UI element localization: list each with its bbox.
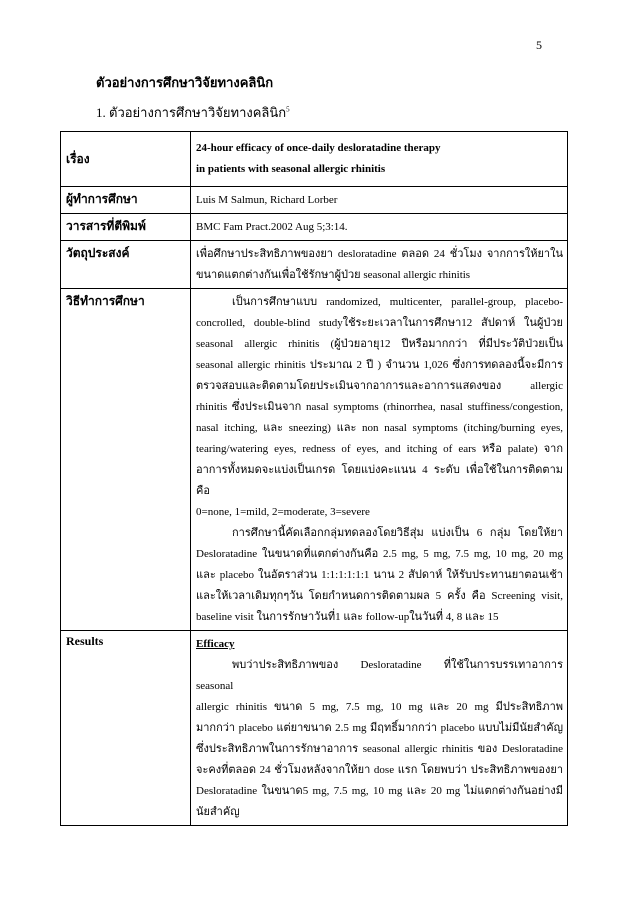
methods-line: 0=none, 1=mild, 2=moderate, 3=severe [196,506,370,518]
table-row-journal [61,214,568,241]
results-cell [191,631,568,826]
table-row-authors [61,187,568,214]
row-label: วารสารที่ตีพิมพ์ [61,214,191,241]
efficacy-heading: Efficacy [196,638,235,650]
methods-line: rhinitis ซึ่งประเมินจาก nasal symptoms (rhinorrhea, nasal stuffiness/congestion, [196,401,563,413]
page-number: 5 [536,38,542,52]
methods-line: Desloratadine ในขนาดที่แตกต่างกันคือ 2.5 mg, 5 mg, 7.5 mg, 10 mg, 20 mg [196,548,563,560]
table-row-results [61,631,568,826]
authors-text: Luis M Salmun, Richard Lorber [196,194,338,206]
study-summary-table [60,131,568,826]
results-line: จะคงที่ตลอด 24 ชั่วโมงหลังจากให้ยา dose แรก โดยพบว่า ประสิทธิภาพของยา [196,764,563,776]
section-title: ตัวอย่างการศึกษาวิจัยทางคลินิก [96,75,274,90]
methods-line: ตรวจสอบและติดตามโดยประเมินจากอาการและอาการแสดงของ allergic [196,380,563,392]
results-line: allergic rhinitis ขนาด 5 mg, 7.5 mg, 10 mg และ 20 mg มีประสิทธิภาพ [196,701,563,713]
results-line: ซึ่งประสิทธิภาพในการรักษาอาการ seasonal allergic rhinitis ของ Desloratadine [196,743,563,755]
subsection-title [96,102,290,123]
row-label: วิธีทำการศึกษา [61,289,191,631]
table-row-title [61,132,568,187]
methods-line: baseline visit ในการรักษาวันที่1 และ follow-upในวันที่ 4, 8 และ 15 [196,611,499,623]
methods-line: เป็นการศึกษาแบบ randomized, multicenter, parallel-group, placebo- [232,296,563,308]
row-label: วัตถุประสงค์ [61,241,191,289]
table-row-methods [61,289,568,631]
results-line: พบว่าประสิทธิภาพของ Desloratadine ที่ใช้ในการบรรเทาอาการ seasonal [196,659,563,692]
journal-text: BMC Fam Pract.2002 Aug 5;3:14. [196,221,348,233]
study-title-cell [191,132,568,187]
objective-line: เพื่อศึกษาประสิทธิภาพของยา desloratadine ตลอด 24 ชั่วโมง จากการให้ยาใน [196,248,563,260]
methods-line: และ placebo ในอัตราส่วน 1:1:1:1:1:1 นาน 2 สัปดาห์ ให้รับประทานยาตอนเช้า [196,569,563,581]
results-line: มากกว่า placebo แต่ยาขนาด 2.5 mg มีฤทธิ์มากกว่า placebo แบบไม่มีนัยสำคัญ [196,722,563,734]
journal-cell [191,214,568,241]
row-label: เรื่อง [61,132,191,187]
methods-line: tearing/watering eyes, redness of eyes, and itching of ears หรือ palate) จาก [196,443,563,455]
row-label: ผู้ทำการศึกษา [61,187,191,214]
results-line: นัยสำคัญ [196,806,240,818]
table-row-objective [61,241,568,289]
methods-cell [191,289,568,631]
objective-line: ขนาดแตกต่างกันเพื่อใช้รักษาผู้ป่วย seasonal allergic rhinitis [196,269,471,281]
methods-line: concrolled, double-blind studyใช้ระยะเวลาในการศึกษา12 สัปดาห์ ในผู้ป่วย [196,317,563,329]
study-title-line: 24-hour efficacy of once-daily desloratadine therapy [196,142,441,154]
methods-line: และให้เวลาเดิมทุกๆวัน โดยกำหนดการติดตามผล 5 ครั้ง คือ Screening visit, [196,590,563,602]
methods-line: การศึกษานี้คัดเลือกกลุ่มทดลองโดยวิธีสุ่ม แบ่งเป็น 6 กลุ่ม โดยให้ยา [232,527,563,539]
methods-line: อาการทั้งหมดจะแบ่งเป็นเกรด โดยแบ่งคะแนน 4 ระดับ เพื่อใช้ในการติดตาม คือ [196,464,563,497]
study-title-line: in patients with seasonal allergic rhinitis [196,163,386,175]
authors-cell [191,187,568,214]
methods-line: nasal itching, และ sneezing) และ non nasal symptoms (itching/burning eyes, [196,422,563,434]
methods-line: seasonal allergic rhinitis ประมาณ 2 ปี ) จำนวน 1,026 ซึ่งการทดลองนี้จะมีการ [196,359,563,371]
subsection-title-text: 1. ตัวอย่างการศึกษาวิจัยทางคลินิก [96,105,287,120]
results-line: Desloratadine ในขนาด5 mg, 7.5 mg, 10 mg และ 20 mg ไม่แตกต่างกันอย่างมี [196,785,563,797]
footnote-marker: 5 [286,105,290,114]
methods-line: seasonal allergic rhinitis (ผู้ป่วยอายุ12 ปีหรือมากกว่า ที่มีประวัติป่วยเป็น [196,338,563,350]
row-label: Results [61,631,191,826]
objective-cell [191,241,568,289]
